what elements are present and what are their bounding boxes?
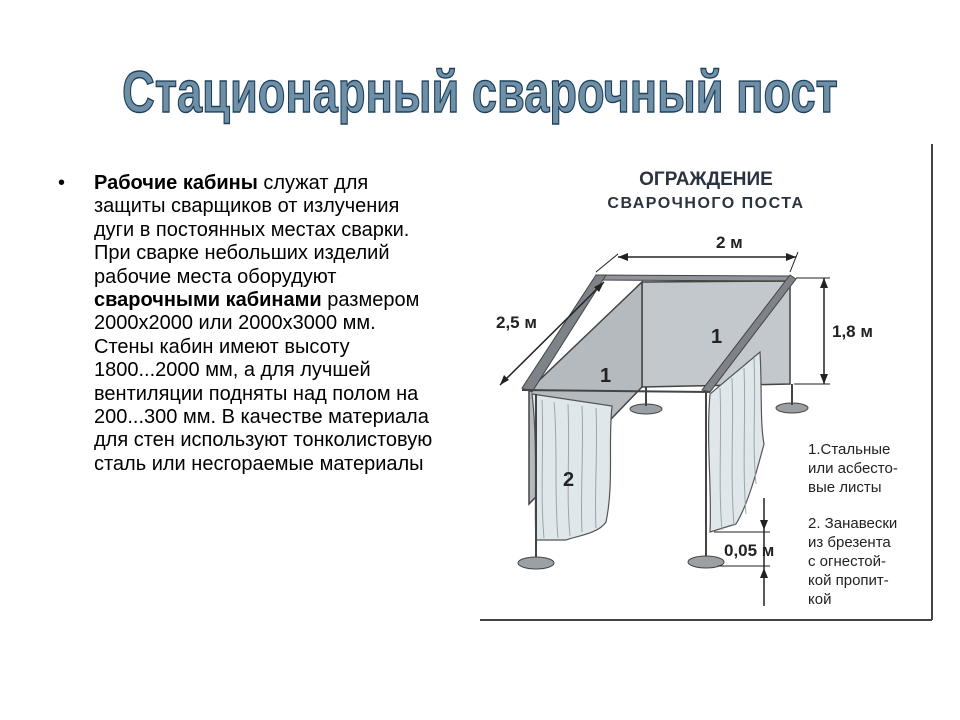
legend2-line4: кой пропит- — [808, 572, 889, 589]
term-welding-cabins: сварочными кабинами — [94, 289, 322, 312]
term-work-cabins: Рабочие кабины — [94, 172, 258, 194]
legend2-line3: с огнестой- — [808, 553, 887, 570]
bullet-marker: • — [58, 172, 66, 194]
dim-gap-label: 0,05 м — [724, 541, 775, 560]
body-paragraph — [94, 172, 439, 476]
legend1-line1: 1.Стальные — [808, 441, 891, 458]
body-text-1: служат для защиты сварщиков от излучения дуги в постоянных местах сварки. — [94, 172, 410, 241]
legend2-line5: кой — [808, 591, 832, 608]
figure-heading-line1: ОГРАЖДЕНИЕ — [639, 169, 773, 190]
legend2-line1: 2. Занавески — [808, 515, 898, 532]
legend1-line2: или асбесто- — [808, 460, 898, 477]
dim-width-label: 2 м — [716, 233, 743, 252]
top-frame-back — [596, 275, 790, 281]
slide-title: Стационарный сварочный пост — [122, 60, 838, 125]
curtain-label: 2 — [563, 469, 575, 491]
panel-label-side: 1 — [600, 365, 612, 387]
body-text-3: размером 2000х2000 или 2000х3000 мм. Стены кабин имеют высоту 1800...2000 мм, а для лучшей вентиляции подняты над полом на 200...300 мм. В качестве материала для стен используют тонколистовую сталь или несгораемые материалы — [94, 289, 433, 475]
curtain-left — [532, 394, 612, 540]
legend1-line3: вые листы — [808, 479, 882, 496]
welding-post-diagram — [478, 144, 934, 624]
body-text-2: При сварке небольших изделий рабочие места оборудуют — [94, 242, 390, 288]
dim-height-label: 1,8 м — [832, 322, 873, 341]
welding-post-figure — [478, 144, 934, 624]
foot-front-left — [518, 557, 554, 569]
legend2-line2: из брезента — [808, 534, 891, 551]
panel-label-back: 1 — [711, 326, 723, 348]
figure-heading-line2: СВАРОЧНОГО ПОСТА — [607, 195, 805, 212]
dim-length-label: 2,5 м — [496, 313, 537, 332]
